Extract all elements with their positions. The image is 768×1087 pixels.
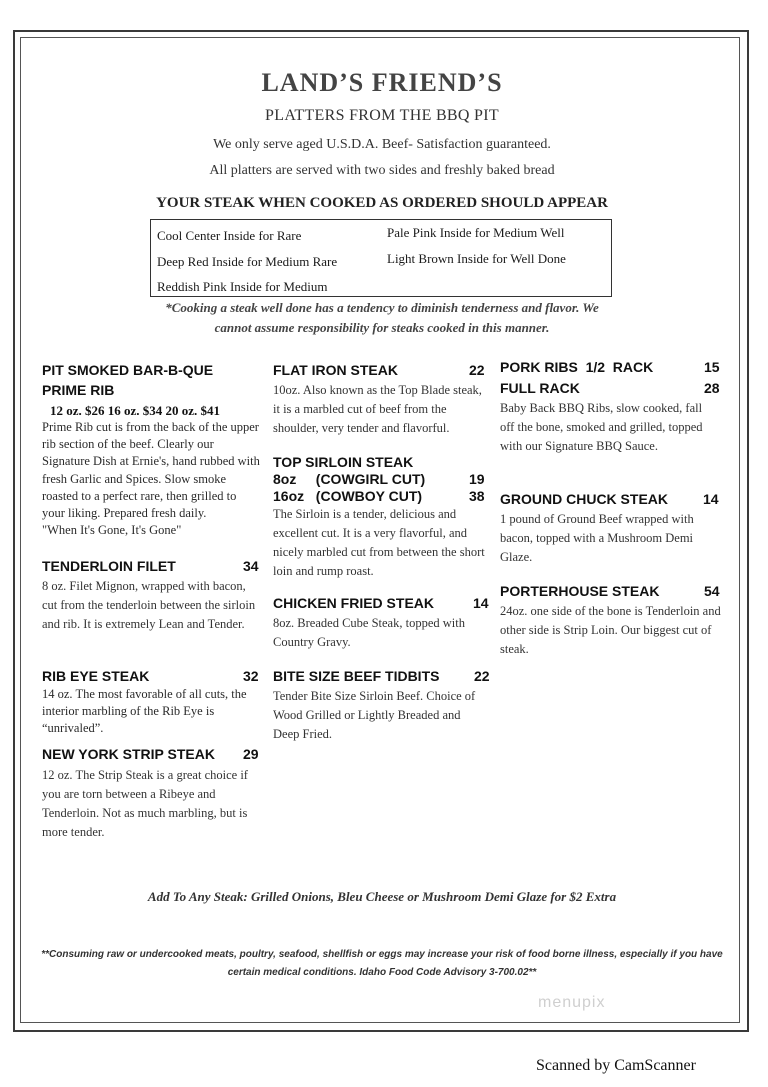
chicken-fried-price: 14 [473, 595, 489, 611]
chicken-fried-name: CHICKEN FRIED STEAK [273, 595, 435, 611]
doneness-medium-well: Pale Pink Inside for Medium Well [387, 225, 565, 240]
warning-line-1: *Cooking a steak well done has a tendency to diminish tenderness and flavor. We [165, 300, 599, 315]
pork-ribs-full-price: 28 [704, 380, 720, 396]
prime-rib-quote: "When It's Gone, It's Gone" [42, 523, 182, 537]
top-sirloin-cowgirl-price: 19 [469, 471, 485, 487]
pork-ribs-half-price: 15 [704, 359, 720, 375]
advisory-line-1: **Consuming raw or undercooked meats, poultry, seafood, shellfish or eggs may increase your risk of food borne illness, especially if you have [41, 949, 723, 960]
tenderloin-price: 34 [243, 558, 259, 574]
top-sirloin-cowboy: 16oz (COWBOY CUT) [273, 488, 423, 504]
pork-ribs-half-name: PORK RIBS 1/2 RACK [500, 359, 654, 375]
top-sirloin-cowboy-price: 38 [469, 488, 485, 504]
warning-line-2: cannot assume responsibility for steaks cooked in this manner. [214, 320, 550, 335]
flat-iron-description: 10oz. Also known as the Top Blade steak, it is a marbled cut of beef from the shoulder, very tender and flavorful. [273, 383, 482, 435]
ground-chuck-description: 1 pound of Ground Beef wrapped with bacon, topped with a Mushroom Demi Glaze. [500, 512, 694, 564]
addon-note: Add To Any Steak: Grilled Onions, Bleu Cheese or Mushroom Demi Glaze for $2 Extra [147, 889, 617, 904]
porterhouse-price: 54 [704, 583, 720, 599]
platters-note: All platters are served with two sides and freshly baked bread [209, 163, 555, 178]
doneness-medium-rare: Deep Red Inside for Medium Rare [157, 254, 338, 269]
usda-note: We only serve aged U.S.D.A. Beef- Satisfaction guaranteed. [213, 137, 551, 152]
advisory-line-2: certain medical conditions. Idaho Food Code Advisory 3-700.02** [227, 967, 537, 978]
ny-strip-name: NEW YORK STRIP STEAK [42, 746, 215, 762]
ny-strip-price: 29 [243, 746, 259, 762]
ribeye-description: 14 oz. The most favorable of all cuts, the interior marbling of the Rib Eye is “unrivaled”. [42, 687, 247, 736]
porterhouse-description: 24oz. one side of the bone is Tenderloin and other side is Strip Loin. Our biggest cut of steak. [500, 604, 721, 656]
menu-title: LAND’S FRIEND’S [261, 68, 503, 97]
top-sirloin-name: TOP SIRLOIN STEAK [273, 454, 414, 470]
prime-rib-description: Prime Rib cut is from the back of the upper rib section of the beef. Clearly our Signature Dish at Ernie's, hand rubbed with fresh Garlic and Spices. Slow smoke roasted to a perfect rare, then grilled to your liking. Prepared fresh daily. [42, 420, 260, 521]
ribeye-name: RIB EYE STEAK [42, 668, 150, 684]
camscanner-label: Scanned by CamScanner [536, 1057, 696, 1074]
tidbits-name: BITE SIZE BEEF TIDBITS [273, 668, 440, 684]
tenderloin-description: 8 oz. Filet Mignon, wrapped with bacon, cut from the tenderloin between the sirloin and rib. It is extremely Lean and Tender. [42, 579, 256, 631]
ribeye-price: 32 [243, 668, 259, 684]
tidbits-price: 22 [474, 668, 490, 684]
menu-subtitle: PLATTERS FROM THE BBQ PIT [265, 107, 499, 124]
porterhouse-name: PORTERHOUSE STEAK [500, 583, 660, 599]
pork-ribs-description: Baby Back BBQ Ribs, slow cooked, fall off the bone, smoked and grilled, topped with our Signature BBQ Sauce. [500, 401, 703, 453]
doneness-heading: YOUR STEAK WHEN COOKED AS ORDERED SHOULD APPEAR [156, 195, 608, 211]
well-done-warning [20, 298, 744, 338]
tenderloin-name: TENDERLOIN FILET [42, 558, 176, 574]
food-advisory [20, 946, 744, 982]
doneness-box [150, 219, 612, 297]
doneness-well-done: Light Brown Inside for Well Done [387, 251, 566, 266]
doneness-rare: Cool Center Inside for Rare [157, 228, 302, 243]
ground-chuck-name: GROUND CHUCK STEAK [500, 491, 668, 507]
top-sirloin-cowgirl: 8oz (COWGIRL CUT) [273, 471, 426, 487]
prime-rib-name-2: PRIME RIB [42, 382, 115, 398]
pork-ribs-full-name: FULL RACK [500, 380, 580, 396]
prime-rib-sizes: 12 oz. $26 16 oz. $34 20 oz. $41 [50, 403, 221, 418]
tidbits-description: Tender Bite Size Sirloin Beef. Choice of Wood Grilled or Lightly Breaded and Deep Fried. [273, 689, 476, 741]
chicken-fried-description: 8oz. Breaded Cube Steak, topped with Country Gravy. [273, 616, 465, 649]
top-sirloin-description: The Sirloin is a tender, delicious and excellent cut. It is a very flavorful, and nicely marbled cut from between the short loin and rump roast. [273, 507, 485, 578]
prime-rib-name-1: PIT SMOKED BAR-B-QUE [42, 362, 214, 378]
flat-iron-name: FLAT IRON STEAK [273, 362, 398, 378]
menupix-watermark: menupix [538, 994, 606, 1011]
ground-chuck-price: 14 [703, 491, 719, 507]
flat-iron-price: 22 [469, 362, 485, 378]
ny-strip-description: 12 oz. The Strip Steak is a great choice if you are torn between a Ribeye and Tenderloin. Not as much marbling, but is more tender. [42, 768, 248, 839]
doneness-medium: Reddish Pink Inside for Medium [157, 279, 328, 294]
